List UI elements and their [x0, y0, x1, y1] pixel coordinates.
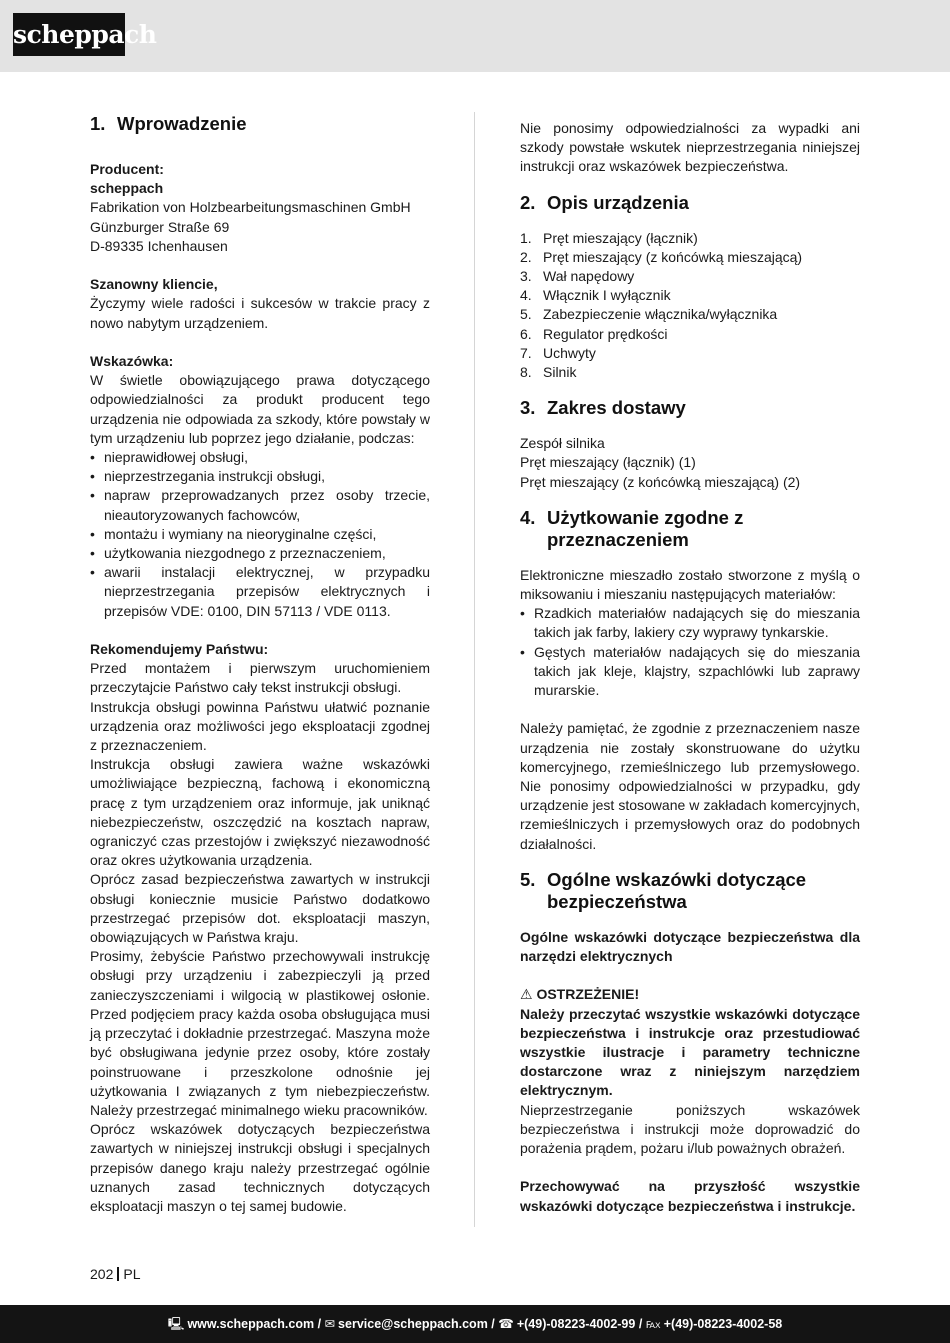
footer-separator: /	[491, 1317, 495, 1331]
computer-icon: 🖳	[167, 1317, 185, 1331]
warning-bold-text: Należy przeczytać wszystkie wskazówki dotyczące bezpieczeństwa i instrukcje oraz przestudiować wszystkie ilustracje i parametry techniczne dostarczone wraz z niniejszym narzędziem elektrycznym.	[520, 1005, 860, 1099]
list-item: 8. Silnik	[520, 364, 577, 381]
warning-text: Nieprzestrzeganie poniższych wskazówek bezpieczeństwa i instrukcji może doprowadzić do porażenia prądem, pożaru i/lub poważnych obrażeń.	[520, 1101, 860, 1157]
recommendation-label: Rekomendujemy Państwu:	[90, 641, 269, 658]
header-bar	[0, 0, 950, 72]
list-item: • montażu i wymiany na nieoryginalne części,	[90, 525, 430, 544]
dear-customer-text: Życzymy wiele radości i sukcesów w trakcie pracy z nowo nabytym urządzeniem.	[90, 295, 430, 331]
footer-bar	[0, 1305, 950, 1343]
section-number: 4.	[520, 506, 536, 528]
producer-label: Producent:	[90, 161, 164, 177]
section-title: Wprowadzenie	[117, 113, 247, 134]
list-item: 3. Wał napędowy	[520, 268, 635, 285]
section-number: 2.	[520, 191, 536, 213]
section-4-heading	[520, 507, 860, 551]
list-item: • Gęstych materiałów nadających się do mieszania takich jak kleje, klajstry, szpachlówki lub zaprawy murarskie.	[520, 643, 860, 701]
list-item: 6. Regulator prędkości	[520, 325, 668, 342]
producer-line: Fabrikation von Holzbearbeitungsmaschinen GmbH	[90, 199, 411, 216]
delivery-item: Pręt mieszający (z końcówką mieszającą) (2)	[520, 473, 801, 490]
list-item: • nieprawidłowej obsługi,	[90, 448, 430, 467]
warning-heading	[520, 985, 860, 1004]
list-item: 5. Zabezpieczenie włącznika/wyłącznika	[520, 306, 778, 323]
section-number: 3.	[520, 397, 536, 419]
list-item: 7. Uchwyty	[520, 344, 596, 361]
footer-email: service@scheppach.com	[338, 1317, 488, 1331]
materials-list	[520, 604, 860, 700]
list-item: 1. Pręt mieszający (łącznik)	[520, 229, 698, 246]
footer-phone: +(49)-08223-4002-99	[516, 1317, 636, 1331]
page-number-value: 202	[90, 1266, 114, 1282]
safety-subtitle: Ogólne wskazówki dotyczące bezpieczeństwa dla narzędzi elektrycznych	[520, 928, 860, 965]
section-number: 1.	[90, 113, 106, 134]
recommendation-paragraph: Oprócz zasad bezpieczeństwa zawartych w instrukcji obsługi koniecznie musicie Państwo dodatkowo przestrzegać przepisów dot. eksploatacji maszyn, obowiązujących w Państwa kraju.	[90, 871, 430, 946]
section-title: Użytkowanie zgodne z przeznaczeniem	[547, 506, 744, 550]
list-item: • awarii instalacji elektrycznej, w przypadku nieprzestrzegania przepisów elektrycznych i przepisów VDE: 0100, DIN 57113 / VDE 0113.	[90, 563, 430, 621]
liability-text: Nie ponosimy odpowiedzialności za wypadki ani szkody powstałe wskutek nieprzestrzegania niniejszej instrukcji oraz wskazówek bezpieczeństwa.	[520, 120, 860, 175]
page-number-separator	[117, 1267, 119, 1281]
list-item: • Rzadkich materiałów nadających się do mieszania takich jak farby, lakiery czy wyprawy tynkarskie.	[520, 604, 860, 642]
page-language: PL	[123, 1266, 141, 1282]
phone-icon: ☎	[498, 1317, 514, 1331]
footer-separator: /	[638, 1317, 643, 1331]
fax-icon: ℻	[645, 1317, 661, 1331]
intended-use-intro: Elektroniczne mieszadło zostało stworzone z myślą o miksowaniu i mieszaniu następujących materiałów:	[520, 566, 860, 603]
column-divider	[474, 112, 475, 1227]
producer-line: D-89335 Ichenhausen	[90, 237, 228, 254]
delivery-item: Pręt mieszający (łącznik) (1)	[520, 454, 696, 471]
section-1-heading	[90, 113, 430, 135]
section-title: Ogólne wskazówki dotyczące bezpieczeństwa	[547, 868, 807, 912]
list-item: 4. Włącznik I wyłącznik	[520, 287, 671, 304]
list-item: 2. Pręt mieszający (z końcówką mieszającą)	[520, 248, 803, 265]
footer-fax: +(49)-08223-4002-58	[663, 1317, 783, 1331]
note-bullet-list	[90, 448, 430, 621]
footer-separator: /	[317, 1317, 322, 1331]
section-title: Zakres dostawy	[547, 397, 686, 419]
producer-name: scheppach	[90, 180, 164, 197]
note-text: W świetle obowiązującego prawa dotyczącego odpowiedzialności za produkt producent tego urządzenia nie odpowiada za szkody, które powstały w tym urządzeniu lub poprzez jego działanie, podczas:	[90, 372, 430, 446]
recommendation-paragraph: Przed montażem i pierwszym uruchomieniem przeczytajcie Państwo cały tekst instrukcji obsługi.	[90, 660, 430, 696]
section-5-heading	[520, 869, 860, 913]
list-item: • napraw przeprowadzanych przez osoby trzecie, nieautoryzowanych fachowców,	[90, 486, 430, 524]
delivery-item: Zespół silnika	[520, 435, 605, 452]
list-item: • nieprzestrzegania instrukcji obsługi,	[90, 467, 430, 486]
scheppach-logo: scheppach	[13, 13, 125, 56]
section-3-heading	[520, 397, 860, 419]
mail-icon: ✉	[324, 1317, 336, 1331]
section-title: Opis urządzenia	[547, 191, 689, 213]
page-number	[90, 1265, 140, 1284]
warning-label: OSTRZEŻENIE!	[536, 986, 640, 1003]
section-2-heading	[520, 192, 860, 214]
warning-icon: ⚠	[520, 986, 533, 1003]
recommendation-paragraph: Instrukcja obsługi powinna Państwu ułatwić poznanie urządzenia oraz możliwości jego eksploatacji zgodnej z przeznaczeniem.	[90, 698, 430, 754]
list-item: • użytkowania niezgodnego z przeznaczeniem,	[90, 544, 430, 563]
footer-website: www.scheppach.com	[187, 1317, 315, 1331]
recommendation-paragraph: Oprócz wskazówek dotyczących bezpieczeństwa zawartych w niniejszej instrukcji obsługi i specjalnych przepisów danego kraju należy przestrzegać ogólnie uznanych zasad technicznych dotyczących eksploatacji maszyn o tej samej budowie.	[90, 1121, 430, 1214]
dear-customer-label: Szanowny kliencie,	[90, 276, 218, 293]
recommendation-paragraph: Instrukcja obsługi zawiera ważne wskazówki umożliwiające bezpieczną, fachową i ekonomiczną pracę z tym urządzeniem oraz informuje, jak uniknąć niebezpieczeństw, oszczędzić na kosztach napraw, ograniczyć czas przestojów i zwiększyć niezawodność oraz okres użytkowania urządzenia.	[90, 756, 430, 869]
right-column	[520, 119, 860, 1216]
keep-instructions-text: Przechowywać na przyszłość wszystkie wskazówki dotyczące bezpieczeństwa i instrukcje.	[520, 1178, 860, 1214]
section-number: 5.	[520, 868, 536, 890]
producer-line: Günzburger Straße 69	[90, 218, 230, 235]
intended-use-text: Należy pamiętać, że zgodnie z przeznaczeniem nasze urządzenia nie zostały skonstruowane do użytku komercyjnego, rzemieślniczego lub przemysłowego. Nie ponosimy odpowiedzialności w przypadku, gdy urządzenie jest stosowane w zakładach komercyjnych, rzemieślniczych i przemysłowych oraz do podobnych działalności.	[520, 720, 860, 852]
parts-list	[520, 229, 860, 383]
left-column	[90, 113, 430, 1216]
note-label: Wskazówka:	[90, 353, 174, 369]
recommendation-paragraph: Prosimy, żebyście Państwo przechowywali instrukcję obsługi przy urządzeniu i zabezpieczyli ją przed zanieczyszczeniami i wilgocią w plastikowej osłonie. Przed podjęciem pracy każda osoba obsługująca musi ją przeczytać i dokładnie przestrzegać. Maszyna może być obsługiwana jedynie przez osoby, które zostały poinstruowane i przeszkolone odnośnie jej użytkowania I związanych z tym niebezpieczeństw. Należy przestrzegać minimalnego wieku pracowników.	[90, 948, 430, 1118]
